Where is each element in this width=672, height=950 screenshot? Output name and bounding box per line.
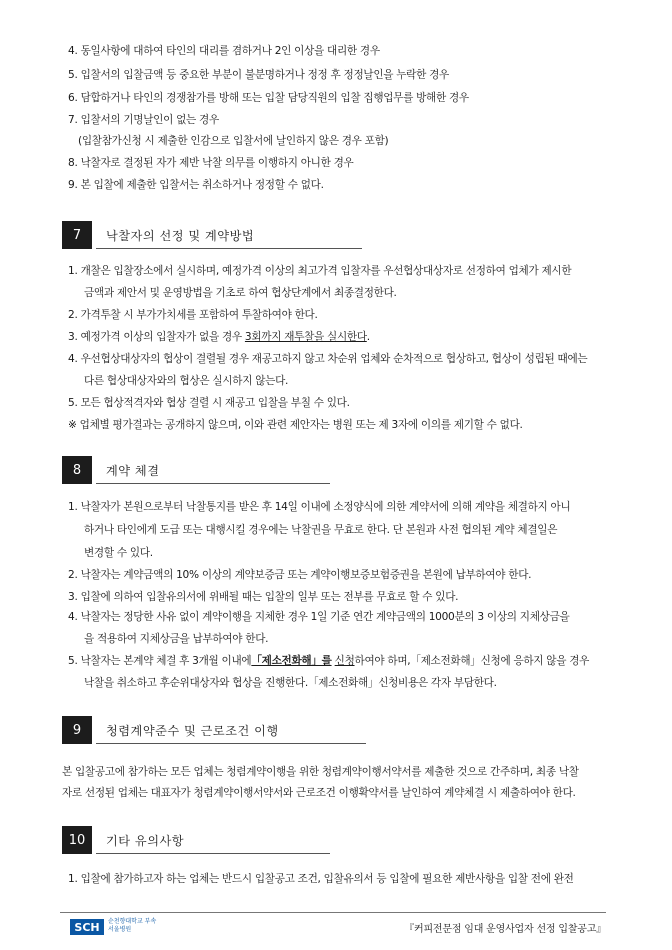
list-item: 8. 낙찰자로 결정된 자가 제반 낙찰 의무를 이행하지 아니한 경우 — [68, 157, 354, 169]
section-number: 8 — [62, 456, 92, 484]
paragraph-line: 본 입찰공고에 참가하는 모든 업체는 청렴계약이행을 위한 청렴계약이행서약서를 제출한 것으로 간주하며, 최종 낙찰 — [62, 766, 579, 778]
paragraph-line: 1. 낙찰자가 본원으로부터 낙찰통지를 받은 후 14일 이내에 소정양식에 의한 계약서에 의해 계약을 체결하지 아니 — [68, 501, 571, 513]
footer-divider — [60, 912, 606, 913]
footer-document-title: 『커피전문점 임대 운영사업자 선정 입찰공고』 — [404, 924, 606, 935]
paragraph-line: 을 적용하여 지체상금을 납부하여야 한다. — [84, 633, 269, 645]
section-underline — [96, 743, 366, 744]
paragraph-line: 자로 선정된 업체는 대표자가 청렴계약이행서약서와 근로조건 이행확약서를 날인하여 계약체결 시 제출하여야 한다. — [62, 787, 576, 799]
section-header-9 — [62, 716, 362, 744]
section-header-7 — [62, 221, 362, 249]
list-item: 9. 본 입찰에 제출한 입찰서는 취소하거나 정정할 수 없다. — [68, 179, 324, 191]
paragraph-line: 1. 입찰에 참가하고자 하는 업체는 반드시 입찰공고 조건, 입찰유의서 등 입찰에 필요한 제반사항을 입찰 전에 완전 — [68, 873, 574, 885]
hospital-logo — [70, 918, 190, 936]
list-item-note: (입찰참가신청 시 제출한 인감으로 입찰서에 날인하지 않은 경우 포함) — [78, 135, 389, 147]
list-item: 7. 입찰서의 기명날인이 없는 경우 — [68, 114, 219, 126]
section-underline — [96, 248, 362, 249]
paragraph-line: 5. 낙찰자는 본계약 체결 후 3개월 이내에「제소전화해」를 신청하여야 하며,「제소전화해」신청에 응하지 않을 경우 — [68, 655, 590, 667]
list-item: 6. 담합하거나 타인의 경쟁참가를 방해 또는 입찰 담당직원의 입찰 집행업무를 방해한 경우 — [68, 92, 469, 104]
section-number: 9 — [62, 716, 92, 744]
paragraph-line: 2. 낙찰자는 계약금액의 10% 이상의 계약보증금 또는 계약이행보증보험증권을 본원에 납부하여야 한다. — [68, 569, 532, 581]
paragraph-line: 4. 낙찰자는 정당한 사유 없이 계약이행을 지체한 경우 1일 기준 연간 계약금액의 1000분의 3 이상의 지체상금을 — [68, 611, 570, 623]
section-title: 계약 체결 — [106, 464, 160, 478]
paragraph-line: 낙찰을 취소하고 후순위대상자와 협상을 진행한다.「제소전화해」신청비용은 각자 부담한다. — [84, 677, 497, 689]
sch-logo-icon: SCH — [70, 919, 104, 935]
paragraph-line: 3. 입찰에 의하여 입찰유의서에 위배될 때는 입찰의 일부 또는 전부를 무효로 할 수 있다. — [68, 591, 459, 603]
section-number: 7 — [62, 221, 92, 249]
section-number: 10 — [62, 826, 92, 854]
paragraph-line: 금액과 제안서 및 운영방법을 기초로 하여 협상단계에서 최종결정한다. — [84, 287, 397, 299]
section-title: 낙찰자의 선정 및 계약방법 — [106, 229, 255, 243]
logo-text: 순천향대학교 부속 서울병원 — [108, 918, 157, 933]
paragraph-line: 2. 가격투찰 시 부가가치세를 포함하여 투찰하여야 한다. — [68, 309, 318, 321]
section-header-10 — [62, 826, 362, 854]
section-underline — [96, 853, 330, 854]
paragraph-line-emphasis: 3. 예정가격 이상의 입찰자가 없을 경우 3회까지 재투찰을 실시한다. — [68, 331, 370, 343]
section-title: 청렴계약준수 및 근로조건 이행 — [106, 724, 279, 738]
list-item: 4. 동일사항에 대하여 타인의 대리를 겸하거나 2인 이상을 대리한 경우 — [68, 45, 380, 57]
section-header-8 — [62, 456, 362, 484]
paragraph-line: 다른 협상대상자와의 협상은 실시하지 않는다. — [84, 375, 289, 387]
section-underline — [96, 483, 330, 484]
paragraph-line: 4. 우선협상대상자의 협상이 결렬될 경우 재공고하지 않고 차순위 업체와 순차적으로 협상하고, 협상이 성립된 때에는 — [68, 353, 588, 365]
paragraph-line-note: ※ 업체별 평가결과는 공개하지 않으며, 이와 관련 제안자는 병원 또는 제 3자에 이의를 제기할 수 없다. — [68, 419, 523, 431]
paragraph-line: 1. 개찰은 입찰장소에서 실시하며, 예정가격 이상의 최고가격 입찰자를 우선협상대상자로 선정하여 업체가 제시한 — [68, 265, 572, 277]
section-title: 기타 유의사항 — [106, 834, 185, 848]
paragraph-line: 5. 모든 협상적격자와 협상 결렬 시 재공고 입찰을 부칠 수 있다. — [68, 397, 350, 409]
list-item: 5. 입찰서의 입찰금액 등 중요한 부분이 불분명하거나 정정 후 정정날인을 누락한 경우 — [68, 69, 449, 81]
paragraph-line: 하거나 타인에게 도급 또는 대행시킬 경우에는 낙찰권을 무효로 한다. 단 본원과 사전 협의된 계약 체결일은 — [84, 524, 558, 536]
paragraph-line: 변경할 수 있다. — [84, 547, 153, 559]
